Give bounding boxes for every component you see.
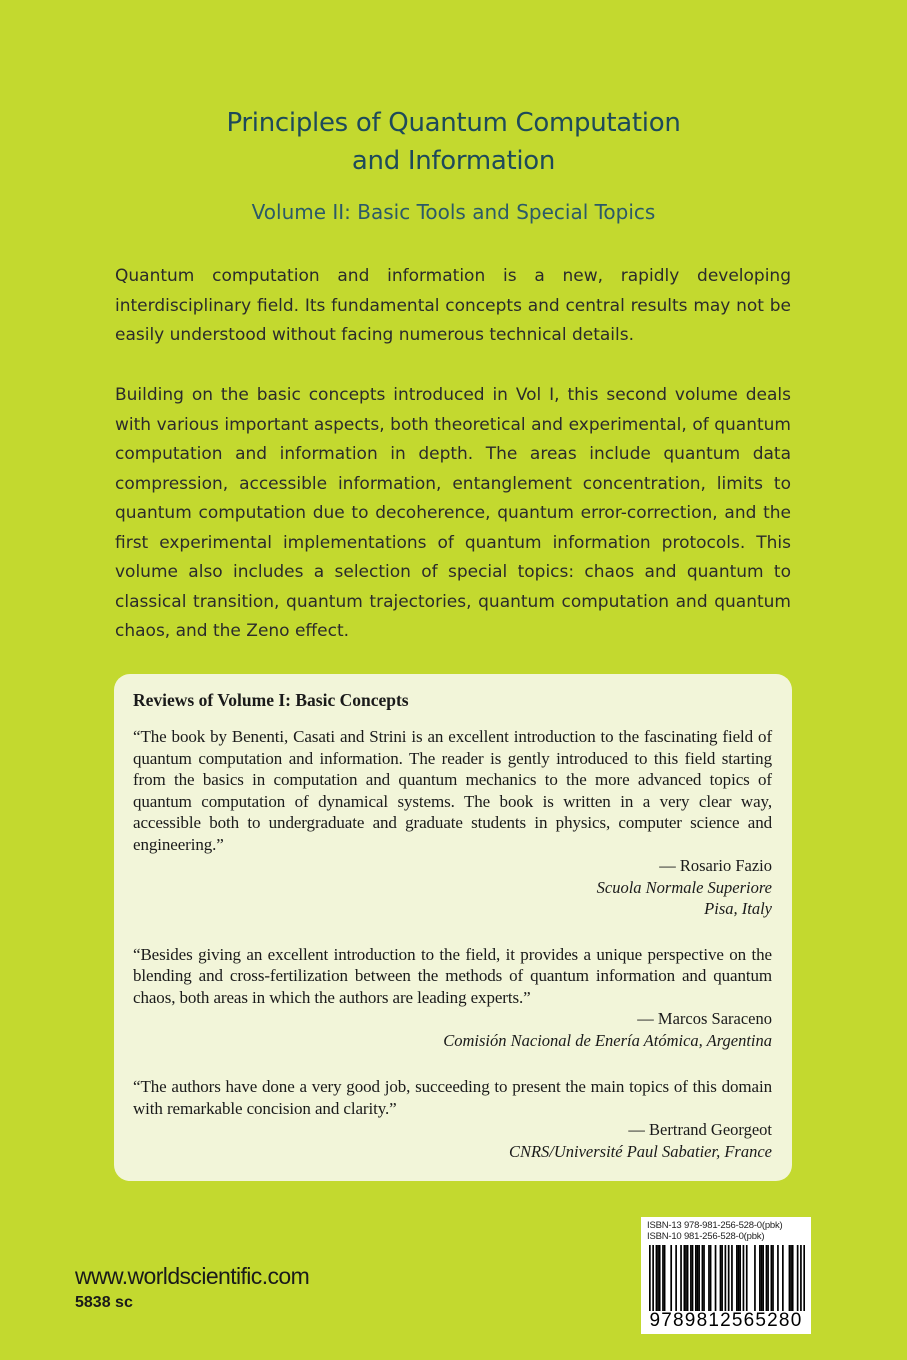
barcode-bar	[803, 1245, 805, 1311]
barcode-bar	[662, 1245, 664, 1311]
review-quote-3: “The authors have done a very good job, succeeding to present the main topics of this domain with remarkable concision and clarity.”	[133, 1077, 772, 1118]
review-author-2: — Marcos Saraceno	[637, 1009, 772, 1028]
barcode-bar	[790, 1245, 792, 1311]
barcode-bar	[687, 1245, 689, 1311]
review-affiliation-3: CNRS/Université Paul Sabatier, France	[508, 1141, 772, 1161]
barcode-bar	[721, 1245, 723, 1311]
barcode-bar	[698, 1245, 700, 1311]
isbn-10-label: ISBN-10 981-256-528-0(pbk)	[647, 1231, 765, 1242]
barcode-bar	[680, 1245, 682, 1311]
review-attribution-3	[133, 1119, 772, 1162]
review-attribution-1	[133, 855, 772, 920]
barcode-bar	[685, 1245, 687, 1311]
barcode-bar	[659, 1245, 661, 1311]
title-line-2: and Information	[351, 146, 556, 176]
barcode-bar	[767, 1245, 769, 1311]
barcode-bar	[702, 1245, 704, 1311]
barcode-bar	[675, 1245, 677, 1311]
isbn-13-label: ISBN-13 978-981-256-528-0(pbk)	[647, 1220, 783, 1231]
book-title	[0, 104, 907, 180]
title-line-1: Principles of Quantum Computation	[226, 108, 681, 138]
barcode-bar	[652, 1245, 654, 1311]
barcode-bar	[743, 1245, 745, 1311]
barcode-bar	[754, 1245, 756, 1311]
barcode-bar	[725, 1245, 727, 1311]
barcode-bar	[683, 1245, 685, 1311]
barcode-bar	[649, 1245, 651, 1311]
description-paragraph-2: Building on the basic concepts introduced in Vol I, this second volume deals with various important aspects, both theoretical and experimental, of quantum computation and information in depth. The areas include quantum data compression, accessible information, entanglement concentration, limits to quantum computation due to decoherence, quantum error-correction, and the first experimental implementations of quantum information protocols. This volume also includes a selection of special topics: chaos and quantum to classical transition, quantum trajectories, quantum computation and quantum chaos, and the Zeno effect.	[115, 385, 791, 641]
barcode-bar	[782, 1245, 784, 1311]
barcode-bar	[777, 1245, 779, 1311]
review-quote-1: “The book by Benenti, Casati and Strini is an excellent introduction to the fascinating field of quantum computation and information. The reader is gently introduced to this field starting from the basics in computation and quantum mechanics to the more advanced topics of quantum computation of dynamical systems. The book is written in a very clear way, accessible both to undergraduate and graduate students in physics, computer science and engineering.”	[133, 727, 772, 854]
review-affiliation-1a: Scuola Normale Superiore	[596, 877, 772, 897]
book-subtitle: Volume II: Basic Tools and Special Topics	[251, 200, 656, 224]
barcode-bar	[715, 1245, 717, 1311]
barcode-bar	[736, 1245, 738, 1311]
barcode-bar	[771, 1245, 773, 1311]
barcode-bar	[746, 1245, 748, 1311]
barcode-bars	[649, 1245, 805, 1311]
barcode-bar	[738, 1245, 740, 1311]
barcode-bar	[759, 1245, 761, 1311]
catalog-code: 5838 sc	[75, 1294, 133, 1311]
barcode-bar	[762, 1245, 764, 1311]
review-affiliation-1b: Pisa, Italy	[704, 899, 772, 918]
barcode-bar	[797, 1245, 799, 1311]
barcode-bar	[656, 1245, 658, 1311]
barcode-bar	[670, 1245, 672, 1311]
barcode-bar	[728, 1245, 730, 1311]
barcode-bar	[766, 1245, 768, 1311]
barcode-bar	[789, 1245, 791, 1311]
barcode-bar	[710, 1245, 712, 1311]
description-paragraph-1: Quantum computation and information is a new, rapidly developing interdisciplinary field. Its fundamental concepts and central results may not be easily understood without facing numerous technical details.	[115, 266, 791, 345]
review-quote-2: “Besides giving an excellent introduction to the field, it provides a unique perspective on the blending and cross-fertilization between the methods of quantum information and quantum chaos, both areas in which the authors are leading experts.”	[133, 944, 772, 1007]
reviews-panel	[114, 674, 792, 1181]
barcode-bar	[692, 1245, 694, 1311]
barcode-bar	[731, 1245, 733, 1311]
review-affiliation-2: Comisión Nacional de Enería Atómica, Argentina	[443, 1030, 772, 1050]
barcode-bar	[720, 1245, 722, 1311]
barcode-bar	[664, 1245, 666, 1311]
reviews-heading: Reviews of Volume I: Basic Concepts	[133, 690, 409, 710]
barcode-bar	[792, 1245, 794, 1311]
barcode-bar	[690, 1245, 692, 1311]
barcode-bar	[739, 1245, 741, 1311]
review-attribution-2	[133, 1008, 772, 1051]
barcode-bar	[761, 1245, 763, 1311]
barcode-bar	[703, 1245, 705, 1311]
isbn-barcode	[641, 1217, 811, 1334]
barcode-bar	[657, 1245, 659, 1311]
barcode-bar	[800, 1245, 802, 1311]
barcode-bar	[695, 1245, 697, 1311]
review-author-3: — Bertrand Georgeot	[628, 1120, 772, 1139]
barcode-bar	[708, 1245, 710, 1311]
review-author-1: — Rosario Fazio	[659, 856, 772, 875]
barcode-number: 9789812565280	[649, 1310, 803, 1331]
publisher-url: www.worldscientific.com	[75, 1263, 310, 1289]
barcode-bar	[772, 1245, 774, 1311]
barcode-bar	[697, 1245, 699, 1311]
